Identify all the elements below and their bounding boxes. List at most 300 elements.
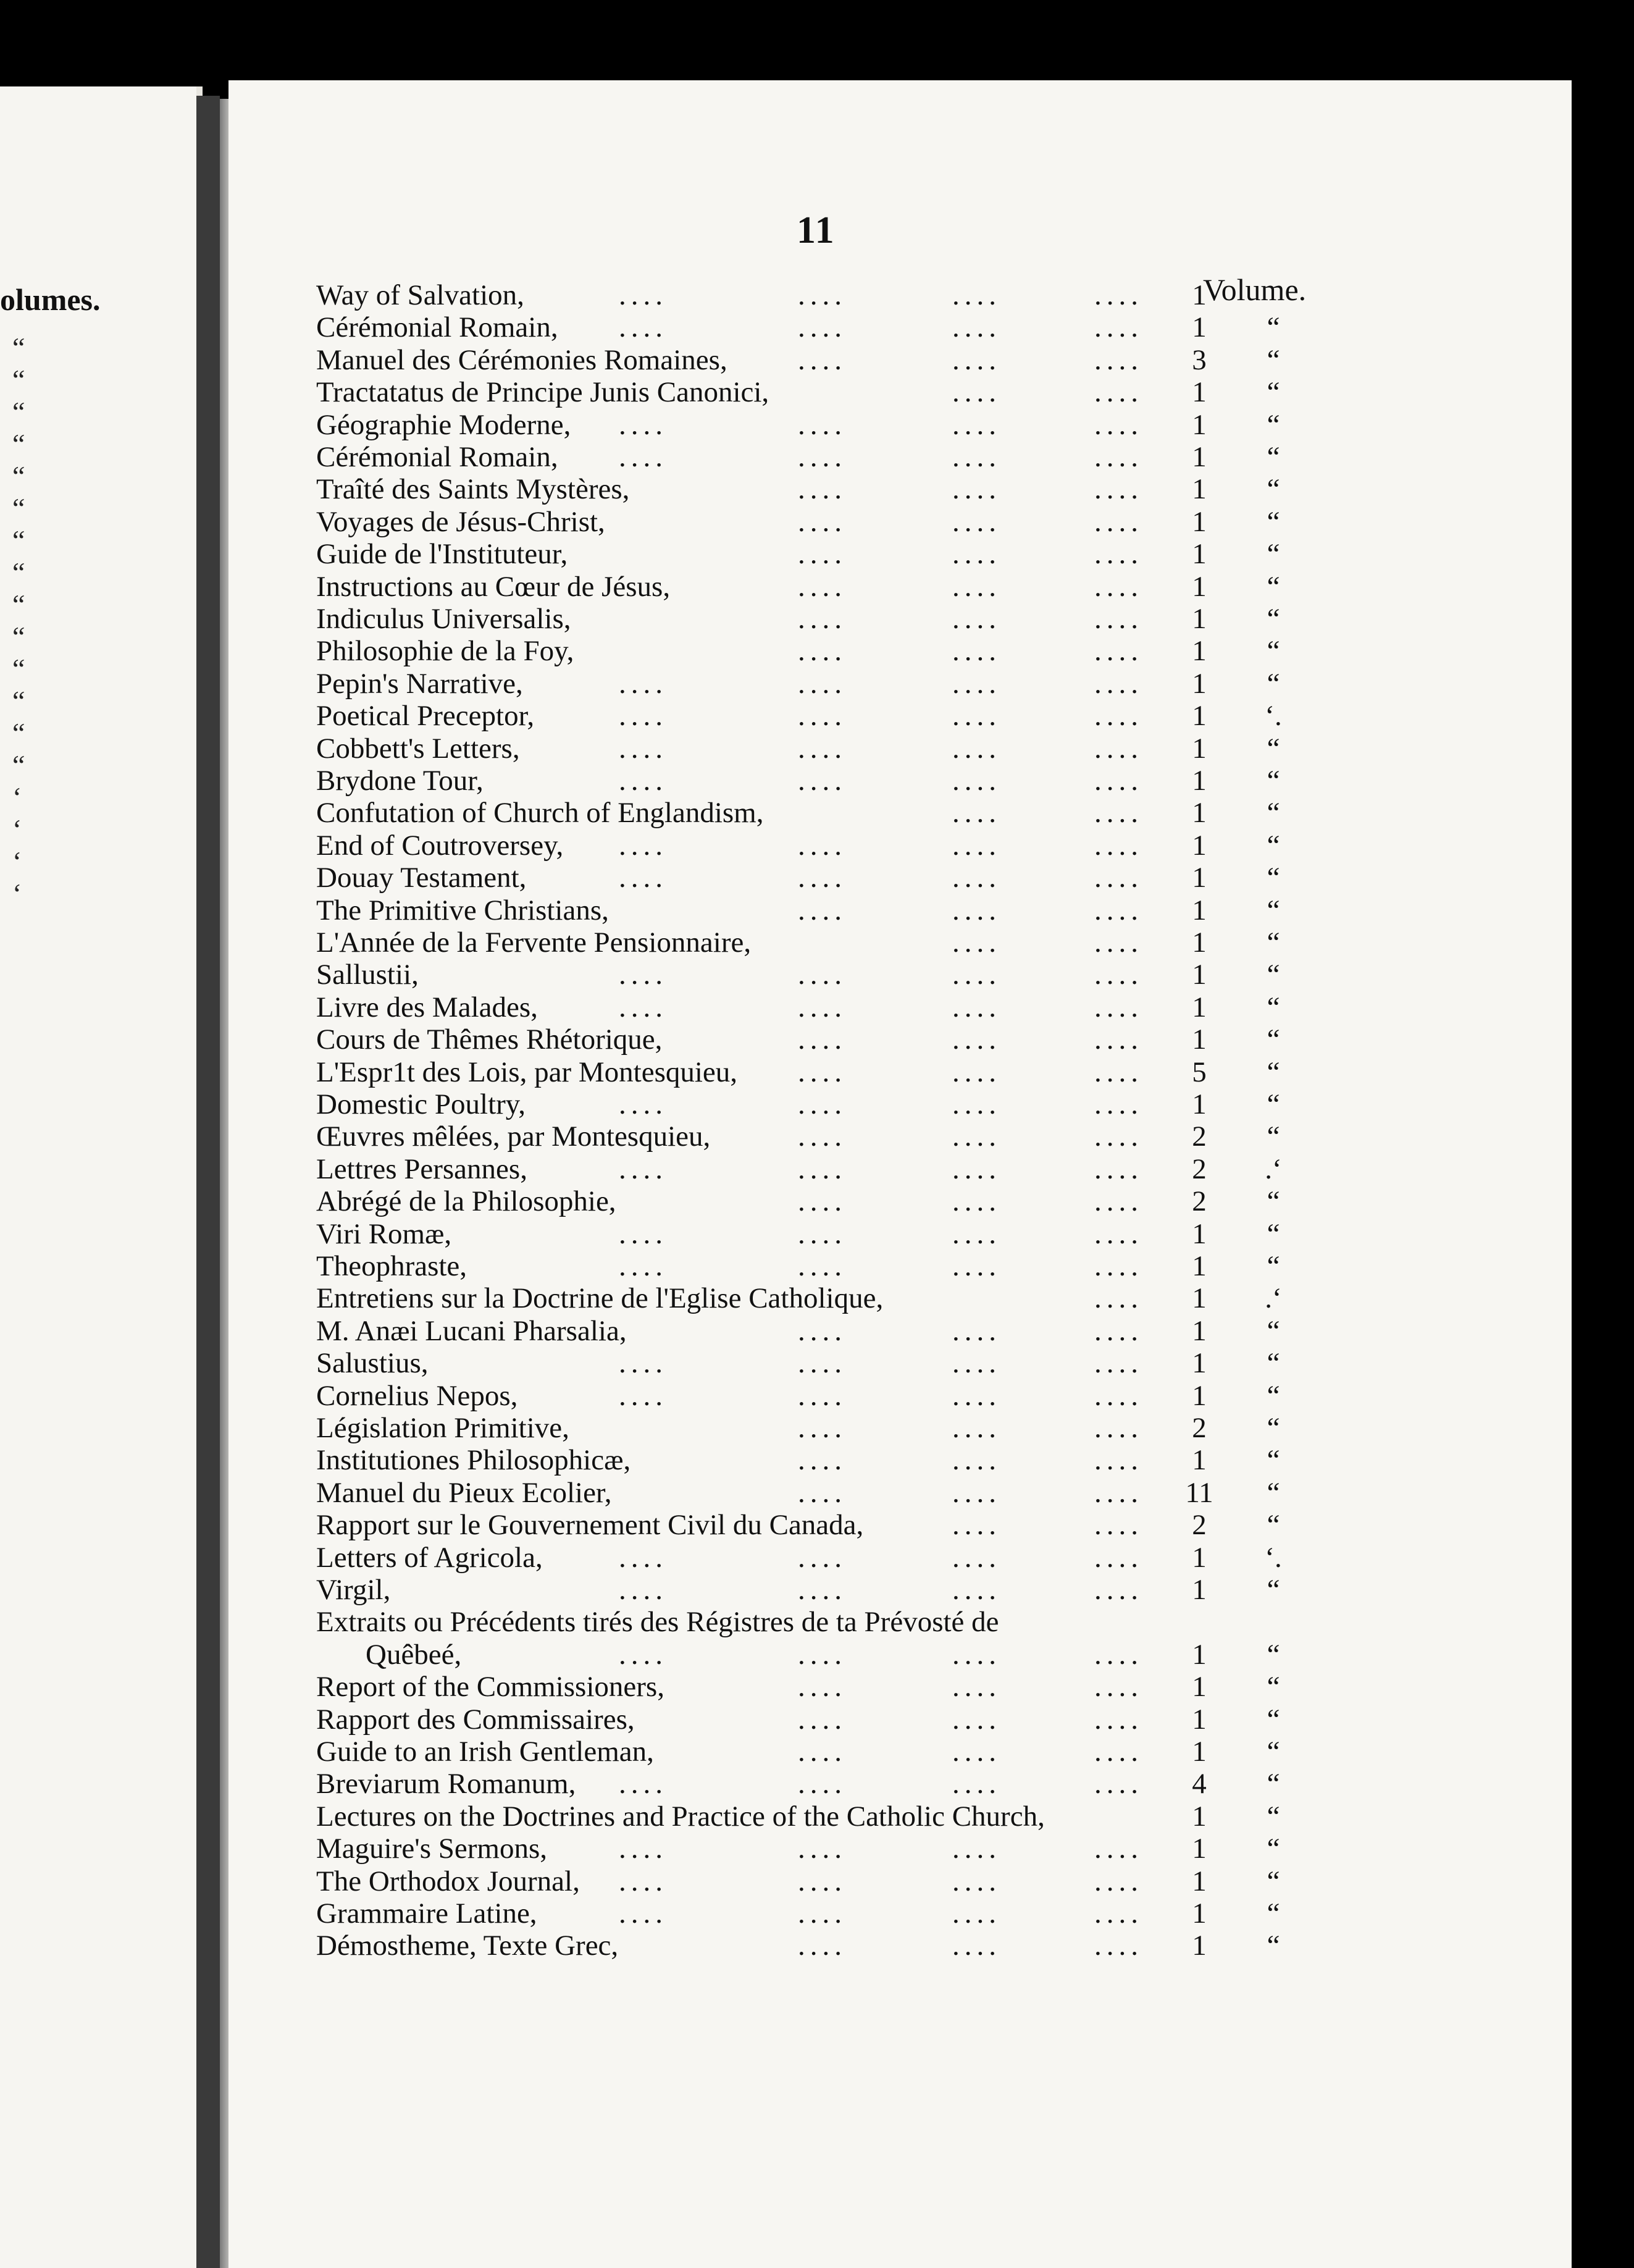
entry-quantity: 4: [1192, 1768, 1207, 1800]
leader-dots: ....: [619, 441, 668, 473]
leader-dots: ....: [798, 1314, 847, 1347]
leader-dots: ....: [1094, 1217, 1143, 1250]
leader-dots: ....: [1094, 1250, 1143, 1282]
ditto-mark: “: [1267, 408, 1280, 441]
book-entry: [316, 1703, 1317, 1736]
entry-quantity: 1: [1192, 376, 1207, 409]
entry-title: Guide to an Irish Gentleman,: [316, 1736, 654, 1768]
entry-quantity: 1: [1192, 797, 1207, 830]
book-entry: [316, 1444, 1317, 1476]
leader-dots: ....: [1094, 473, 1143, 506]
leader-dots: ....: [1094, 1930, 1143, 1962]
leader-dots: ....: [1094, 765, 1143, 797]
leader-dots: ....: [952, 1865, 1001, 1897]
ditto-mark: “: [1267, 1833, 1280, 1865]
leader-dots: ....: [619, 1638, 668, 1671]
leader-dots: ....: [798, 538, 847, 571]
book-entry: [316, 1477, 1317, 1509]
leader-dots: ....: [619, 408, 668, 441]
leader-dots: ....: [798, 765, 847, 797]
book-entry: [316, 1542, 1317, 1574]
leader-dots: ....: [1094, 408, 1143, 441]
entry-quantity: 1: [1192, 991, 1207, 1023]
leader-dots: ....: [952, 829, 1001, 862]
leader-dots: ....: [798, 1056, 847, 1088]
entry-quantity: 2: [1192, 1412, 1207, 1444]
ditto-mark: “: [1267, 1412, 1280, 1444]
entry-title: Rapport des Commissaires,: [316, 1703, 635, 1736]
leader-dots: ....: [952, 1056, 1001, 1088]
book-entry: [316, 894, 1317, 926]
leader-dots: ....: [798, 829, 847, 862]
ditto-mark: “: [1267, 1638, 1280, 1671]
leader-dots: ....: [619, 1153, 668, 1185]
book-entry: [316, 1833, 1317, 1865]
leader-dots: ....: [952, 603, 1001, 635]
entry-title: End of Coutroversey,: [316, 829, 564, 862]
leader-dots: ....: [798, 441, 847, 473]
leader-dots: ....: [1094, 1574, 1143, 1606]
leader-dots: ....: [1094, 1897, 1143, 1930]
entry-title: Domestic Poultry,: [316, 1088, 526, 1120]
leader-dots: ....: [1094, 1736, 1143, 1768]
leader-dots: ....: [952, 1120, 1001, 1153]
leader-dots: ....: [798, 1897, 847, 1930]
entry-quantity: 1: [1192, 1703, 1207, 1736]
entry-quantity: 1: [1192, 1023, 1207, 1056]
leader-dots: ....: [1094, 1444, 1143, 1477]
leader-dots: ....: [619, 1379, 668, 1412]
book-entry: [316, 279, 1317, 311]
book-entry: [316, 1897, 1317, 1930]
leader-dots: ....: [619, 1574, 668, 1606]
leader-dots: ....: [952, 1088, 1001, 1120]
entry-quantity: 1: [1192, 894, 1207, 926]
book-entry: [316, 1768, 1317, 1800]
entry-title: Douay Testament,: [316, 862, 527, 894]
ditto-mark: “: [1267, 1703, 1280, 1736]
entry-quantity: 1: [1192, 538, 1207, 571]
ditto-mark: “: [1267, 1865, 1280, 1897]
leader-dots: ....: [798, 343, 847, 376]
leader-dots: ....: [619, 862, 668, 894]
entry-title: Way of Salvation,: [316, 279, 524, 311]
book-entry: [316, 830, 1317, 862]
entry-title: Report of the Commissioners,: [316, 1671, 664, 1703]
leader-dots: ....: [1094, 862, 1143, 894]
ditto-mark: “: [1267, 1250, 1280, 1282]
entry-quantity: 1: [1192, 1541, 1207, 1574]
leader-dots: ....: [952, 1153, 1001, 1185]
entry-title: The Primitive Christians,: [316, 894, 609, 926]
entry-title: Manuel des Cérémonies Romaines,: [316, 343, 727, 376]
leader-dots: ....: [952, 862, 1001, 894]
ditto-mark: “: [1267, 862, 1280, 894]
book-entry: [316, 1671, 1317, 1703]
entry-quantity: 1: [1192, 570, 1207, 603]
ditto-mark: “: [1267, 1379, 1280, 1412]
entry-quantity: 1: [1192, 505, 1207, 538]
leader-dots: ....: [952, 1509, 1001, 1542]
book-entry: [316, 1639, 1317, 1671]
book-entry: [316, 441, 1317, 473]
leader-dots: ....: [952, 441, 1001, 473]
ditto-mark: ‘.: [1265, 700, 1282, 733]
left-ditto-mark: “: [12, 556, 25, 588]
book-entry: [316, 1218, 1317, 1250]
leader-dots: ....: [952, 473, 1001, 506]
book-entry: [316, 571, 1317, 603]
entry-title: Législation Primitive,: [316, 1412, 569, 1444]
leader-dots: ....: [798, 1930, 847, 1962]
leader-dots: ....: [952, 1476, 1001, 1509]
entry-quantity: 1: [1192, 926, 1207, 959]
ditto-mark: “: [1267, 1736, 1280, 1768]
entry-title: Entretiens sur la Doctrine de l'Eglise Catholique,: [316, 1282, 884, 1315]
leader-dots: ....: [1094, 1153, 1143, 1185]
leader-dots: ....: [952, 1314, 1001, 1347]
book-entry: [316, 538, 1317, 570]
leader-dots: ....: [952, 1444, 1001, 1477]
entry-title: Abrégé de la Philosophie,: [316, 1185, 616, 1218]
leader-dots: ....: [798, 1476, 847, 1509]
entry-quantity: 1: [1192, 1347, 1207, 1380]
ditto-mark: “: [1267, 1120, 1280, 1153]
entry-quantity: 1: [1192, 1930, 1207, 1962]
leader-dots: ....: [952, 1638, 1001, 1671]
entry-quantity: 1: [1192, 862, 1207, 894]
book-entry: [316, 1023, 1317, 1056]
ditto-mark: “: [1267, 1023, 1280, 1056]
leader-dots: ....: [1094, 1768, 1143, 1800]
leader-dots: ....: [1094, 441, 1143, 473]
entry-title: Grammaire Latine,: [316, 1897, 537, 1930]
leader-dots: ....: [619, 1768, 668, 1800]
book-entry: [316, 797, 1317, 829]
leader-dots: ....: [1094, 1282, 1143, 1315]
left-ditto-mark: ‘: [12, 878, 22, 909]
leader-dots: ....: [798, 894, 847, 926]
entry-quantity: 1: [1192, 765, 1207, 797]
leader-dots: ....: [619, 1088, 668, 1120]
ditto-mark: .‘: [1265, 1282, 1282, 1315]
leader-dots: ....: [1094, 1379, 1143, 1412]
entry-quantity: 2: [1192, 1185, 1207, 1218]
leader-dots: ....: [619, 1897, 668, 1930]
leader-dots: ....: [952, 667, 1001, 700]
leader-dots: ....: [619, 959, 668, 991]
ditto-mark: ‘.: [1265, 1541, 1282, 1574]
entry-title: Virgil,: [316, 1574, 391, 1606]
leader-dots: ....: [619, 700, 668, 733]
leader-dots: ....: [798, 1217, 847, 1250]
entry-quantity: 1: [1192, 1088, 1207, 1120]
entry-title: Poetical Preceptor,: [316, 700, 535, 733]
entry-quantity: 1: [1192, 1833, 1207, 1865]
entry-title: Cérémonial Romain,: [316, 311, 558, 344]
book-gutter: [196, 96, 220, 2268]
leader-dots: ....: [798, 862, 847, 894]
entry-title: Quêbeé,: [366, 1638, 462, 1671]
book-entry: [316, 1185, 1317, 1217]
leader-dots: ....: [1094, 1023, 1143, 1056]
ditto-mark: “: [1267, 1056, 1280, 1088]
entry-quantity: 1: [1192, 732, 1207, 765]
book-entry: [316, 926, 1317, 959]
leader-dots: ....: [1094, 1347, 1143, 1380]
entry-quantity: 1: [1192, 1736, 1207, 1768]
leader-dots: ....: [1094, 829, 1143, 862]
entry-quantity: 1: [1192, 1314, 1207, 1347]
leader-dots: ....: [1094, 1476, 1143, 1509]
entry-title: Voyages de Jésus-Christ,: [316, 505, 605, 538]
leader-dots: ....: [952, 343, 1001, 376]
leader-dots: ....: [619, 279, 668, 311]
left-ditto-mark: “: [12, 492, 25, 524]
book-entry: [316, 1606, 1317, 1638]
ditto-mark: .‘: [1265, 1153, 1282, 1185]
entry-quantity: 1: [1192, 1897, 1207, 1930]
left-ditto-mark: “: [12, 749, 25, 781]
leader-dots: ....: [619, 1541, 668, 1574]
leader-dots: ....: [1094, 1509, 1143, 1542]
leader-dots: ....: [1094, 700, 1143, 733]
ditto-mark: “: [1267, 1347, 1280, 1380]
ditto-mark: “: [1267, 959, 1280, 991]
leader-dots: ....: [952, 311, 1001, 344]
leader-dots: ....: [798, 700, 847, 733]
entry-title: Brydone Tour,: [316, 765, 484, 797]
leader-dots: ....: [798, 1347, 847, 1380]
leader-dots: ....: [798, 570, 847, 603]
left-page-heading: olumes.: [0, 282, 101, 317]
book-entry: [316, 765, 1317, 797]
book-entry: [316, 506, 1317, 538]
entry-title: Viri Romæ,: [316, 1217, 452, 1250]
ditto-mark: “: [1267, 1768, 1280, 1800]
book-entry: [316, 635, 1317, 667]
ditto-mark: “: [1267, 1671, 1280, 1703]
leader-dots: ....: [798, 1444, 847, 1477]
book-entry: [316, 991, 1317, 1023]
leader-dots: ....: [952, 894, 1001, 926]
entry-quantity: 1: [1192, 1865, 1207, 1897]
leader-dots: ....: [952, 570, 1001, 603]
leader-dots: ....: [1094, 1056, 1143, 1088]
leader-dots: ....: [952, 1250, 1001, 1282]
entry-title: Sallustii,: [316, 959, 419, 991]
ditto-mark: “: [1267, 1185, 1280, 1218]
book-entry: [316, 1865, 1317, 1897]
leader-dots: ....: [798, 473, 847, 506]
leader-dots: ....: [798, 603, 847, 635]
book-entry: [316, 1347, 1317, 1379]
entry-quantity: 1: [1192, 1671, 1207, 1703]
leader-dots: ....: [798, 1153, 847, 1185]
ditto-mark: “: [1267, 829, 1280, 862]
leader-dots: ....: [952, 538, 1001, 571]
leader-dots: ....: [952, 1412, 1001, 1444]
leader-dots: ....: [952, 1736, 1001, 1768]
left-ditto-mark: ‘: [12, 846, 22, 877]
leader-dots: ....: [798, 1574, 847, 1606]
entry-quantity: 2: [1192, 1509, 1207, 1542]
leader-dots: ....: [1094, 311, 1143, 344]
book-entry: [316, 733, 1317, 765]
entry-title: Instructions au Cœur de Jésus,: [316, 570, 671, 603]
ditto-mark: “: [1267, 538, 1280, 571]
entry-title: Traîté des Saints Mystères,: [316, 473, 630, 506]
entry-title: Pepin's Narrative,: [316, 667, 523, 700]
leader-dots: ....: [1094, 894, 1143, 926]
leader-dots: ....: [619, 667, 668, 700]
book-entry: [316, 1088, 1317, 1120]
leader-dots: ....: [952, 1833, 1001, 1865]
entry-quantity: 1: [1192, 959, 1207, 991]
leader-dots: ....: [798, 959, 847, 991]
book-entry: [316, 862, 1317, 894]
leader-dots: ....: [1094, 1703, 1143, 1736]
entry-quantity: 1: [1192, 667, 1207, 700]
leader-dots: ....: [1094, 732, 1143, 765]
leader-dots: ....: [798, 635, 847, 668]
leader-dots: ....: [952, 1574, 1001, 1606]
entry-title: Lettres Persannes,: [316, 1153, 527, 1185]
ditto-mark: “: [1267, 311, 1280, 344]
book-entry: [316, 473, 1317, 505]
entry-title: Institutiones Philosophicæ,: [316, 1444, 631, 1477]
leader-dots: ....: [1094, 1671, 1143, 1703]
leader-dots: ....: [952, 1930, 1001, 1962]
ditto-mark: “: [1267, 376, 1280, 409]
leader-dots: ....: [798, 505, 847, 538]
entry-title: Œuvres mêlées, par Montesquieu,: [316, 1120, 711, 1153]
leader-dots: ....: [1094, 797, 1143, 830]
entry-title: Manuel du Pieux Ecolier,: [316, 1476, 612, 1509]
entry-quantity: 1: [1192, 311, 1207, 344]
leader-dots: ....: [1094, 1412, 1143, 1444]
leader-dots: ....: [1094, 1833, 1143, 1865]
ditto-mark: “: [1267, 1217, 1280, 1250]
leader-dots: ....: [952, 408, 1001, 441]
entry-title: Livre des Malades,: [316, 991, 538, 1023]
entry-quantity: 1: [1192, 1379, 1207, 1412]
ditto-mark: “: [1267, 732, 1280, 765]
left-ditto-mark: “: [12, 685, 25, 716]
leader-dots: ....: [952, 635, 1001, 668]
left-ditto-mark: “: [12, 428, 25, 460]
leader-dots: ....: [1094, 1638, 1143, 1671]
ditto-mark: “: [1267, 991, 1280, 1023]
left-ditto-mark: “: [12, 460, 25, 492]
leader-dots: ....: [952, 765, 1001, 797]
ditto-mark: “: [1267, 1314, 1280, 1347]
leader-dots: ....: [798, 1412, 847, 1444]
entry-quantity: 1: [1192, 473, 1207, 506]
leader-dots: ....: [798, 1120, 847, 1153]
ditto-mark: “: [1267, 1897, 1280, 1930]
leader-dots: ....: [952, 1897, 1001, 1930]
book-entry: [316, 1412, 1317, 1444]
page-number: 11: [797, 209, 836, 251]
leader-dots: ....: [798, 991, 847, 1023]
entry-title: Lectures on the Doctrines and Practice of the Catholic Church,: [316, 1800, 1045, 1833]
book-entry: [316, 1315, 1317, 1347]
leader-dots: ....: [619, 311, 668, 344]
leader-dots: ....: [798, 408, 847, 441]
leader-dots: ....: [619, 765, 668, 797]
leader-dots: ....: [619, 732, 668, 765]
leader-dots: ....: [952, 1768, 1001, 1800]
book-entry: [316, 1282, 1317, 1314]
book-entry: [316, 1153, 1317, 1185]
entry-title: Extraits ou Précédents tirés des Régistres de ta Prévosté de: [316, 1606, 999, 1639]
entry-title: L'Espr1t des Lois, par Montesquieu,: [316, 1056, 738, 1088]
left-ditto-mark: “: [12, 653, 25, 684]
leader-dots: ....: [1094, 959, 1143, 991]
leader-dots: ....: [798, 311, 847, 344]
book-entry: [316, 1056, 1317, 1088]
leader-dots: ....: [952, 700, 1001, 733]
entry-title: Cobbett's Letters,: [316, 732, 520, 765]
entry-title: Confutation of Church of Englandism,: [316, 797, 764, 830]
leader-dots: ....: [1094, 279, 1143, 311]
left-ditto-mark: “: [12, 332, 25, 363]
entry-title: Philosophie de la Foy,: [316, 635, 574, 668]
entry-quantity: 1: [1192, 1800, 1207, 1833]
leader-dots: ....: [1094, 991, 1143, 1023]
ditto-mark: “: [1267, 1574, 1280, 1606]
entry-title: Géographie Moderne,: [316, 408, 571, 441]
book-entry: [316, 668, 1317, 700]
book-entry: [316, 1509, 1317, 1541]
ditto-mark: “: [1267, 473, 1280, 506]
entry-quantity: 1: [1192, 635, 1207, 668]
leader-dots: ....: [798, 732, 847, 765]
entry-title: Salustius,: [316, 1347, 429, 1380]
leader-dots: ....: [798, 1088, 847, 1120]
leader-dots: ....: [619, 829, 668, 862]
leader-dots: ....: [952, 926, 1001, 959]
book-entry: [316, 1930, 1317, 1962]
ditto-mark: “: [1267, 1930, 1280, 1962]
leader-dots: ....: [952, 1347, 1001, 1380]
leader-dots: ....: [1094, 1314, 1143, 1347]
entry-quantity: 2: [1192, 1153, 1207, 1185]
leader-dots: ....: [952, 279, 1001, 311]
entry-quantity: 1: [1192, 1282, 1207, 1315]
leader-dots: ....: [952, 732, 1001, 765]
leader-dots: ....: [952, 1671, 1001, 1703]
leader-dots: ....: [1094, 570, 1143, 603]
volume-column-heading: Volume.: [1203, 272, 1307, 307]
leader-dots: ....: [952, 1379, 1001, 1412]
entry-title: Maguire's Sermons,: [316, 1833, 547, 1865]
leader-dots: ....: [798, 1023, 847, 1056]
book-entry: [316, 409, 1317, 441]
book-entry: [316, 1574, 1317, 1606]
entry-title: Cours de Thêmes Rhétorique,: [316, 1023, 663, 1056]
left-ditto-mark: “: [12, 396, 25, 427]
leader-dots: ....: [1094, 376, 1143, 409]
entry-quantity: 2: [1192, 1120, 1207, 1153]
entry-title: Breviarum Romanum,: [316, 1768, 576, 1800]
entry-quantity: 1: [1192, 279, 1207, 311]
leader-dots: ....: [952, 1541, 1001, 1574]
leader-dots: ....: [952, 991, 1001, 1023]
leader-dots: ....: [798, 1379, 847, 1412]
leader-dots: ....: [1094, 926, 1143, 959]
